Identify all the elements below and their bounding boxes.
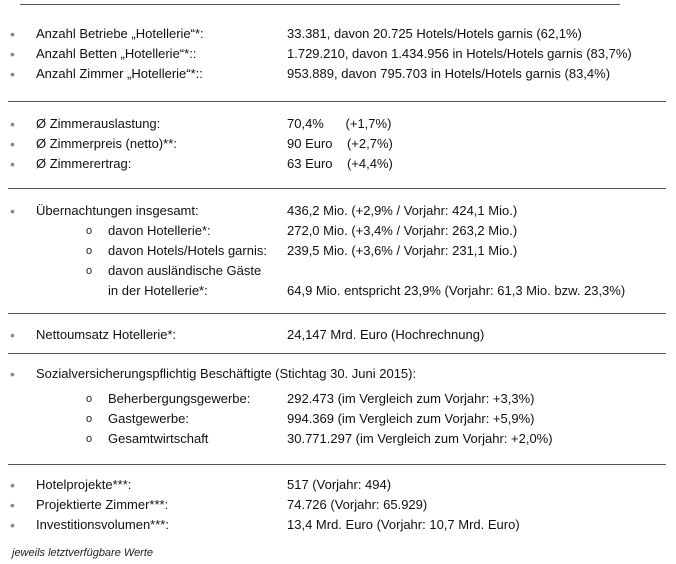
sub-bullet-icon: o bbox=[86, 393, 93, 405]
row-value: 436,2 Mio. (+2,9% / Vorjahr: 424,1 Mio.) bbox=[287, 203, 518, 218]
row-label: davon Hotellerie*: bbox=[108, 223, 211, 238]
row-label: in der Hotellerie*: bbox=[108, 283, 208, 298]
section-divider bbox=[8, 313, 666, 314]
list-item bbox=[0, 430, 676, 448]
row-label: Ø Zimmerauslastung: bbox=[36, 116, 161, 131]
list-item bbox=[0, 45, 676, 63]
row-label: Hotelprojekte***: bbox=[36, 477, 132, 492]
list-item bbox=[0, 65, 676, 83]
row-label: Anzahl Betten „Hotellerie“*:: bbox=[36, 46, 197, 61]
row-value: 1.729.210, davon 1.434.956 in Hotels/Hotels garnis (83,7%) bbox=[287, 46, 632, 61]
bullet-icon: • bbox=[10, 517, 15, 533]
row-label: Ø Zimmerpreis (netto)**: bbox=[36, 136, 177, 151]
list-item bbox=[0, 202, 676, 220]
list-item bbox=[0, 115, 676, 133]
row-label: Investitionsvolumen***: bbox=[36, 517, 169, 532]
footnote: jeweils letztverfügbare Werte bbox=[12, 547, 154, 559]
list-item bbox=[0, 496, 676, 514]
row-label: Übernachtungen insgesamt: bbox=[36, 203, 199, 218]
row-value: 24,147 Mrd. Euro (Hochrechnung) bbox=[287, 327, 485, 342]
bullet-icon: • bbox=[10, 366, 15, 382]
list-item bbox=[0, 476, 676, 494]
row-value: 90 Euro (+2,7%) bbox=[287, 136, 393, 151]
list-item bbox=[0, 242, 676, 260]
bullet-icon: • bbox=[10, 116, 15, 132]
section-divider bbox=[8, 353, 666, 354]
sub-bullet-icon: o bbox=[86, 433, 93, 445]
row-label: Sozialversicherungspflichtig Beschäftigte (Stichtag 30. Juni 2015): bbox=[36, 366, 417, 381]
list-item bbox=[0, 282, 676, 300]
row-label: Anzahl Zimmer „Hotellerie“*:: bbox=[36, 66, 203, 81]
section-divider bbox=[8, 464, 666, 465]
bullet-icon: • bbox=[10, 66, 15, 82]
list-item bbox=[0, 390, 676, 408]
row-label: Nettoumsatz Hotellerie*: bbox=[36, 327, 177, 342]
list-item bbox=[0, 326, 676, 344]
bullet-icon: • bbox=[10, 203, 15, 219]
row-value: 953.889, davon 795.703 in Hotels/Hotels garnis (83,4%) bbox=[287, 66, 611, 81]
row-value: 63 Euro (+4,4%) bbox=[287, 156, 393, 171]
row-label: Anzahl Betriebe „Hotellerie“*: bbox=[36, 26, 204, 41]
list-item bbox=[0, 135, 676, 153]
sub-bullet-icon: o bbox=[86, 413, 93, 425]
row-label: davon ausländische Gäste bbox=[108, 263, 262, 278]
list-item bbox=[0, 25, 676, 43]
row-value: 13,4 Mrd. Euro (Vorjahr: 10,7 Mrd. Euro) bbox=[287, 517, 520, 532]
section-divider bbox=[8, 188, 666, 189]
sub-bullet-icon: o bbox=[86, 225, 93, 237]
list-item bbox=[0, 155, 676, 173]
row-value: 994.369 (im Vergleich zum Vorjahr: +5,9%) bbox=[287, 411, 535, 426]
row-value: 70,4% (+1,7%) bbox=[287, 116, 392, 131]
bullet-icon: • bbox=[10, 156, 15, 172]
bullet-icon: • bbox=[10, 26, 15, 42]
row-value: 30.771.297 (im Vergleich zum Vorjahr: +2,0%) bbox=[287, 431, 553, 446]
row-label: Ø Zimmerertrag: bbox=[36, 156, 132, 171]
bullet-icon: • bbox=[10, 46, 15, 62]
row-label: Gesamtwirtschaft bbox=[108, 431, 209, 446]
top-divider bbox=[20, 4, 620, 5]
row-value: 64,9 Mio. entspricht 23,9% (Vorjahr: 61,3 Mio. bzw. 23,3%) bbox=[287, 283, 626, 298]
row-label: Gastgewerbe: bbox=[108, 411, 189, 426]
list-item bbox=[0, 222, 676, 240]
row-label: Beherbergungsgewerbe: bbox=[108, 391, 251, 406]
list-item bbox=[0, 262, 676, 280]
row-value: 33.381, davon 20.725 Hotels/Hotels garnis (62,1%) bbox=[287, 26, 582, 41]
row-value: 272,0 Mio. (+3,4% / Vorjahr: 263,2 Mio.) bbox=[287, 223, 518, 238]
row-value: 292.473 (im Vergleich zum Vorjahr: +3,3%) bbox=[287, 391, 535, 406]
row-value: 239,5 Mio. (+3,6% / Vorjahr: 231,1 Mio.) bbox=[287, 243, 518, 258]
row-label: davon Hotels/Hotels garnis: bbox=[108, 243, 267, 258]
list-item bbox=[0, 410, 676, 428]
sub-bullet-icon: o bbox=[86, 245, 93, 257]
section-divider bbox=[8, 101, 666, 102]
bullet-icon: • bbox=[10, 327, 15, 343]
list-item bbox=[0, 516, 676, 534]
row-label: Projektierte Zimmer***: bbox=[36, 497, 169, 512]
bullet-icon: • bbox=[10, 136, 15, 152]
bullet-icon: • bbox=[10, 497, 15, 513]
row-value: 517 (Vorjahr: 494) bbox=[287, 477, 392, 492]
row-value: 74.726 (Vorjahr: 65.929) bbox=[287, 497, 428, 512]
bullet-icon: • bbox=[10, 477, 15, 493]
list-item bbox=[0, 365, 676, 383]
sub-bullet-icon: o bbox=[86, 265, 93, 277]
